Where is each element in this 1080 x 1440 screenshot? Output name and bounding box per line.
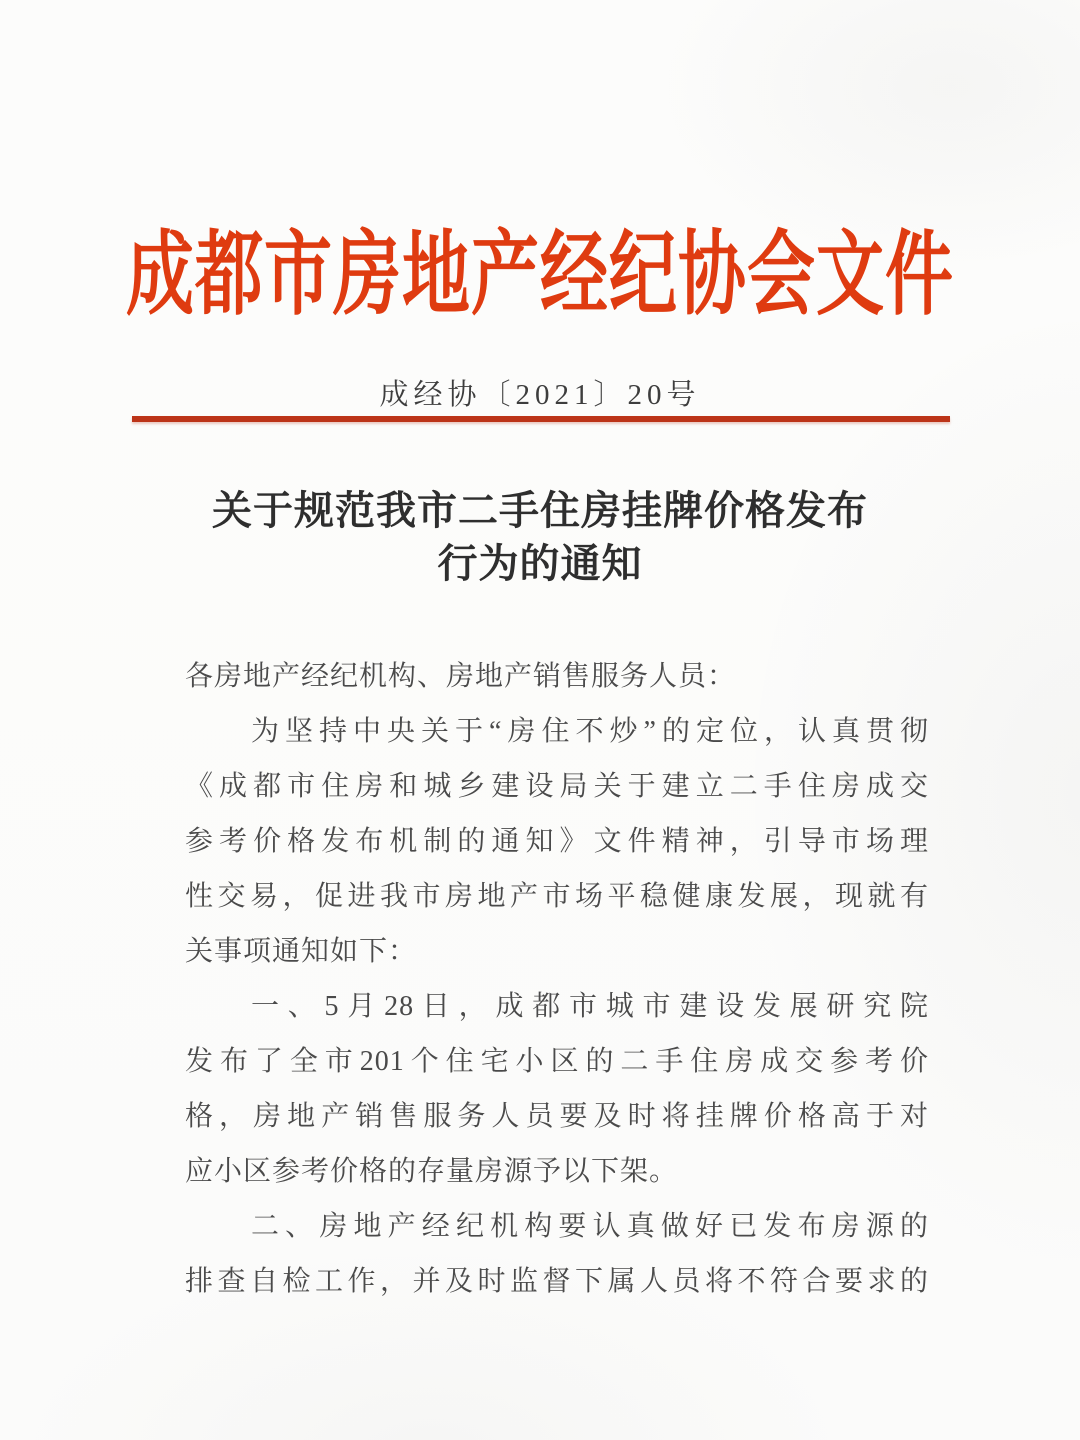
- document-title: [0, 484, 1080, 590]
- org-header-red-banner: 成都市房地产经纪协会文件: [125, 223, 954, 327]
- body-line: 排查自检工作，并及时监督下属人员将不符合要求的: [185, 1266, 929, 1297]
- document-title-line1: 关于规范我市二手住房挂牌价格发布: [212, 488, 868, 533]
- body-line: 发布了全市201个住宅小区的二手住房成交参考价: [185, 1046, 929, 1077]
- body-line: 二、房地产经纪机构要认真做好已发布房源的: [251, 1211, 929, 1242]
- body-line: 性交易，促进我市房地产市场平稳健康发展，现就有: [185, 881, 929, 912]
- body-line: 格，房地产销售服务人员要及时将挂牌价格高于对: [185, 1101, 929, 1132]
- body-line: 一、5月28日，成都市城市建设发展研究院: [251, 991, 929, 1022]
- body-line: 应小区参考价格的存量房源予以下架。: [185, 1156, 679, 1187]
- body-line: 参考价格发布机制的通知》文件精神，引导市场理: [185, 826, 929, 857]
- document-number: 成经协〔2021〕20号: [379, 379, 701, 411]
- red-divider-rule: [132, 416, 950, 422]
- document-body: [185, 649, 929, 1309]
- body-line: 关事项通知如下：: [185, 936, 418, 967]
- body-line: 《成都市住房和城乡建设局关于建立二手住房成交: [185, 771, 929, 802]
- body-line: 各房地产经纪机构、房地产销售服务人员：: [185, 661, 737, 692]
- body-line: 为坚持中央关于“房住不炒”的定位，认真贯彻: [251, 716, 929, 747]
- document-title-line2: 行为的通知: [437, 541, 643, 586]
